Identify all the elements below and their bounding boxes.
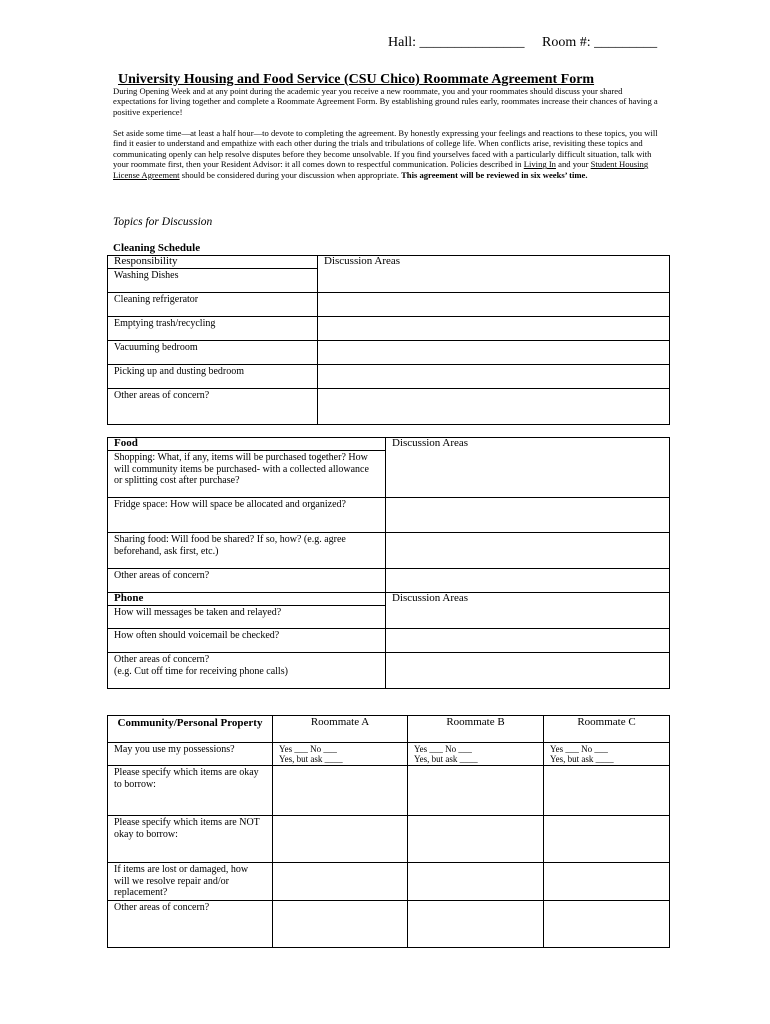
phone-row-label: How often should voicemail be checked? [108,629,386,653]
cleaning-row-label: Washing Dishes [108,268,318,292]
food-row-label: Sharing food: Will food be shared? If so, how? (e.g. agree beforehand, ask first, etc.) [108,533,386,569]
phone-header: Phone [108,593,386,606]
food-discussion-cell[interactable] [386,498,670,533]
yes-but-ask-line: Yes, but ask ____ [279,754,343,764]
phone-discussion-cell[interactable] [386,653,670,689]
discussion-areas-header: Discussion Areas [318,256,670,293]
food-header: Food [108,438,386,451]
cleaning-row-label: Cleaning refrigerator [108,292,318,316]
food-table [107,437,670,689]
roommate-a-header: Roommate A [273,716,408,743]
roommate-c-cell[interactable] [544,900,670,947]
responsibility-header: Responsibility [108,256,318,269]
cleaning-discussion-cell[interactable] [318,316,670,340]
cleaning-table [107,255,670,425]
roommate-c-yesno[interactable] [544,743,670,766]
yes-but-ask-line: Yes, but ask ____ [414,754,478,764]
roommate-c-cell[interactable] [544,816,670,863]
review-notice: This agreement will be reviewed in six weeks’ time. [401,169,588,180]
roommate-b-cell[interactable] [408,900,544,947]
form-title: University Housing and Food Service (CSU Chico) Roommate Agreement Form [118,72,595,87]
food-discussion-header: Discussion Areas [386,438,670,498]
yesno-line: Yes ___ No ___ [550,744,608,754]
intro-paragraph: During Opening Week and at any point during the academic year you receive a new roommate, you and your roommates should discuss your shared expectations for living together and complete a Roommate Agreement Form. By establishing ground rules early, roommates increase their chances of having a positive experience! [113,86,658,117]
room-field[interactable]: Room #: _________ [542,35,658,50]
roommate-c-cell[interactable] [544,863,670,901]
roommate-a-cell[interactable] [273,816,408,863]
yesno-line: Yes ___ No ___ [279,744,337,754]
phone-other-example: (e.g. Cut off time for receiving phone calls) [114,665,288,677]
yes-but-ask-line: Yes, but ask ____ [550,754,614,764]
roommate-b-cell[interactable] [408,766,544,816]
phone-other-concern: Other areas of concern? [114,654,210,665]
hall-room-header [388,35,657,51]
phone-discussion-cell[interactable] [386,629,670,653]
roommate-b-yesno[interactable] [408,743,544,766]
cleaning-discussion-cell[interactable] [318,292,670,316]
cleaning-row-label: Other areas of concern? [108,388,318,424]
food-row-label: Other areas of concern? [108,569,386,593]
cleaning-discussion-cell[interactable] [318,388,670,424]
cleaning-row-label: Picking up and dusting bedroom [108,364,318,388]
roommate-a-yesno[interactable] [273,743,408,766]
yesno-line: Yes ___ No ___ [414,744,472,754]
roommate-b-cell[interactable] [408,863,544,901]
instructions-text-a: Set aside some time—at least a half hour—to devote to completing the agreement. By honestly expressing your feelings and reactions to these topics, you will find it easier to understand and empathize with each other during the trials and tribulations of college life. When conflicts arise, revisiting these topics and communicating openly can help resolve disputes before they become unsolvable. If you find yourselves faced with a particularly difficult situation, talk with your roommate first, then your Resident Advisor: it all comes down to respectful communication. Policies described in [113,128,658,170]
property-row-label: Please specify which items are NOT okay to borrow: [108,816,273,863]
phone-row-label [108,653,386,689]
food-row-label: Shopping: What, if any, items will be purchased together? How will community items be purchased- with a collected allowance or splitting cost after purchase? [108,451,386,498]
cleaning-row-label: Emptying trash/recycling [108,316,318,340]
license-agreement-link[interactable]: Student Housing License Agreement [113,159,649,180]
food-discussion-cell[interactable] [386,569,670,593]
living-in-link[interactable]: Living In [523,159,556,170]
food-row-label: Fridge space: How will space be allocated and organized? [108,498,386,533]
instructions-paragraph [113,128,658,180]
property-row-label: Other areas of concern? [108,900,273,947]
cleaning-schedule-heading: Cleaning Schedule [113,242,201,254]
hall-field[interactable]: Hall: _______________ [388,35,525,50]
property-row-label: May you use my possessions? [108,743,273,766]
topics-heading: Topics for Discussion [113,216,213,228]
roommate-a-cell[interactable] [273,863,408,901]
property-header: Community/Personal Property [108,716,273,743]
roommate-a-cell[interactable] [273,900,408,947]
cleaning-row-label: Vacuuming bedroom [108,340,318,364]
roommate-b-header: Roommate B [408,716,544,743]
roommate-a-cell[interactable] [273,766,408,816]
roommate-c-cell[interactable] [544,766,670,816]
cleaning-discussion-cell[interactable] [318,364,670,388]
instructions-text-b: and your [555,159,591,170]
property-row-label: If items are lost or damaged, how will we resolve repair and/or replacement? [108,863,273,901]
phone-discussion-header: Discussion Areas [386,593,670,629]
roommate-b-cell[interactable] [408,816,544,863]
property-table [107,715,670,948]
cleaning-discussion-cell[interactable] [318,340,670,364]
instructions-text-c: should be considered during your discussion when appropriate. [179,169,402,180]
roommate-c-header: Roommate C [544,716,670,743]
property-row-label: Please specify which items are okay to borrow: [108,766,273,816]
phone-row-label: How will messages be taken and relayed? [108,606,386,629]
food-discussion-cell[interactable] [386,533,670,569]
